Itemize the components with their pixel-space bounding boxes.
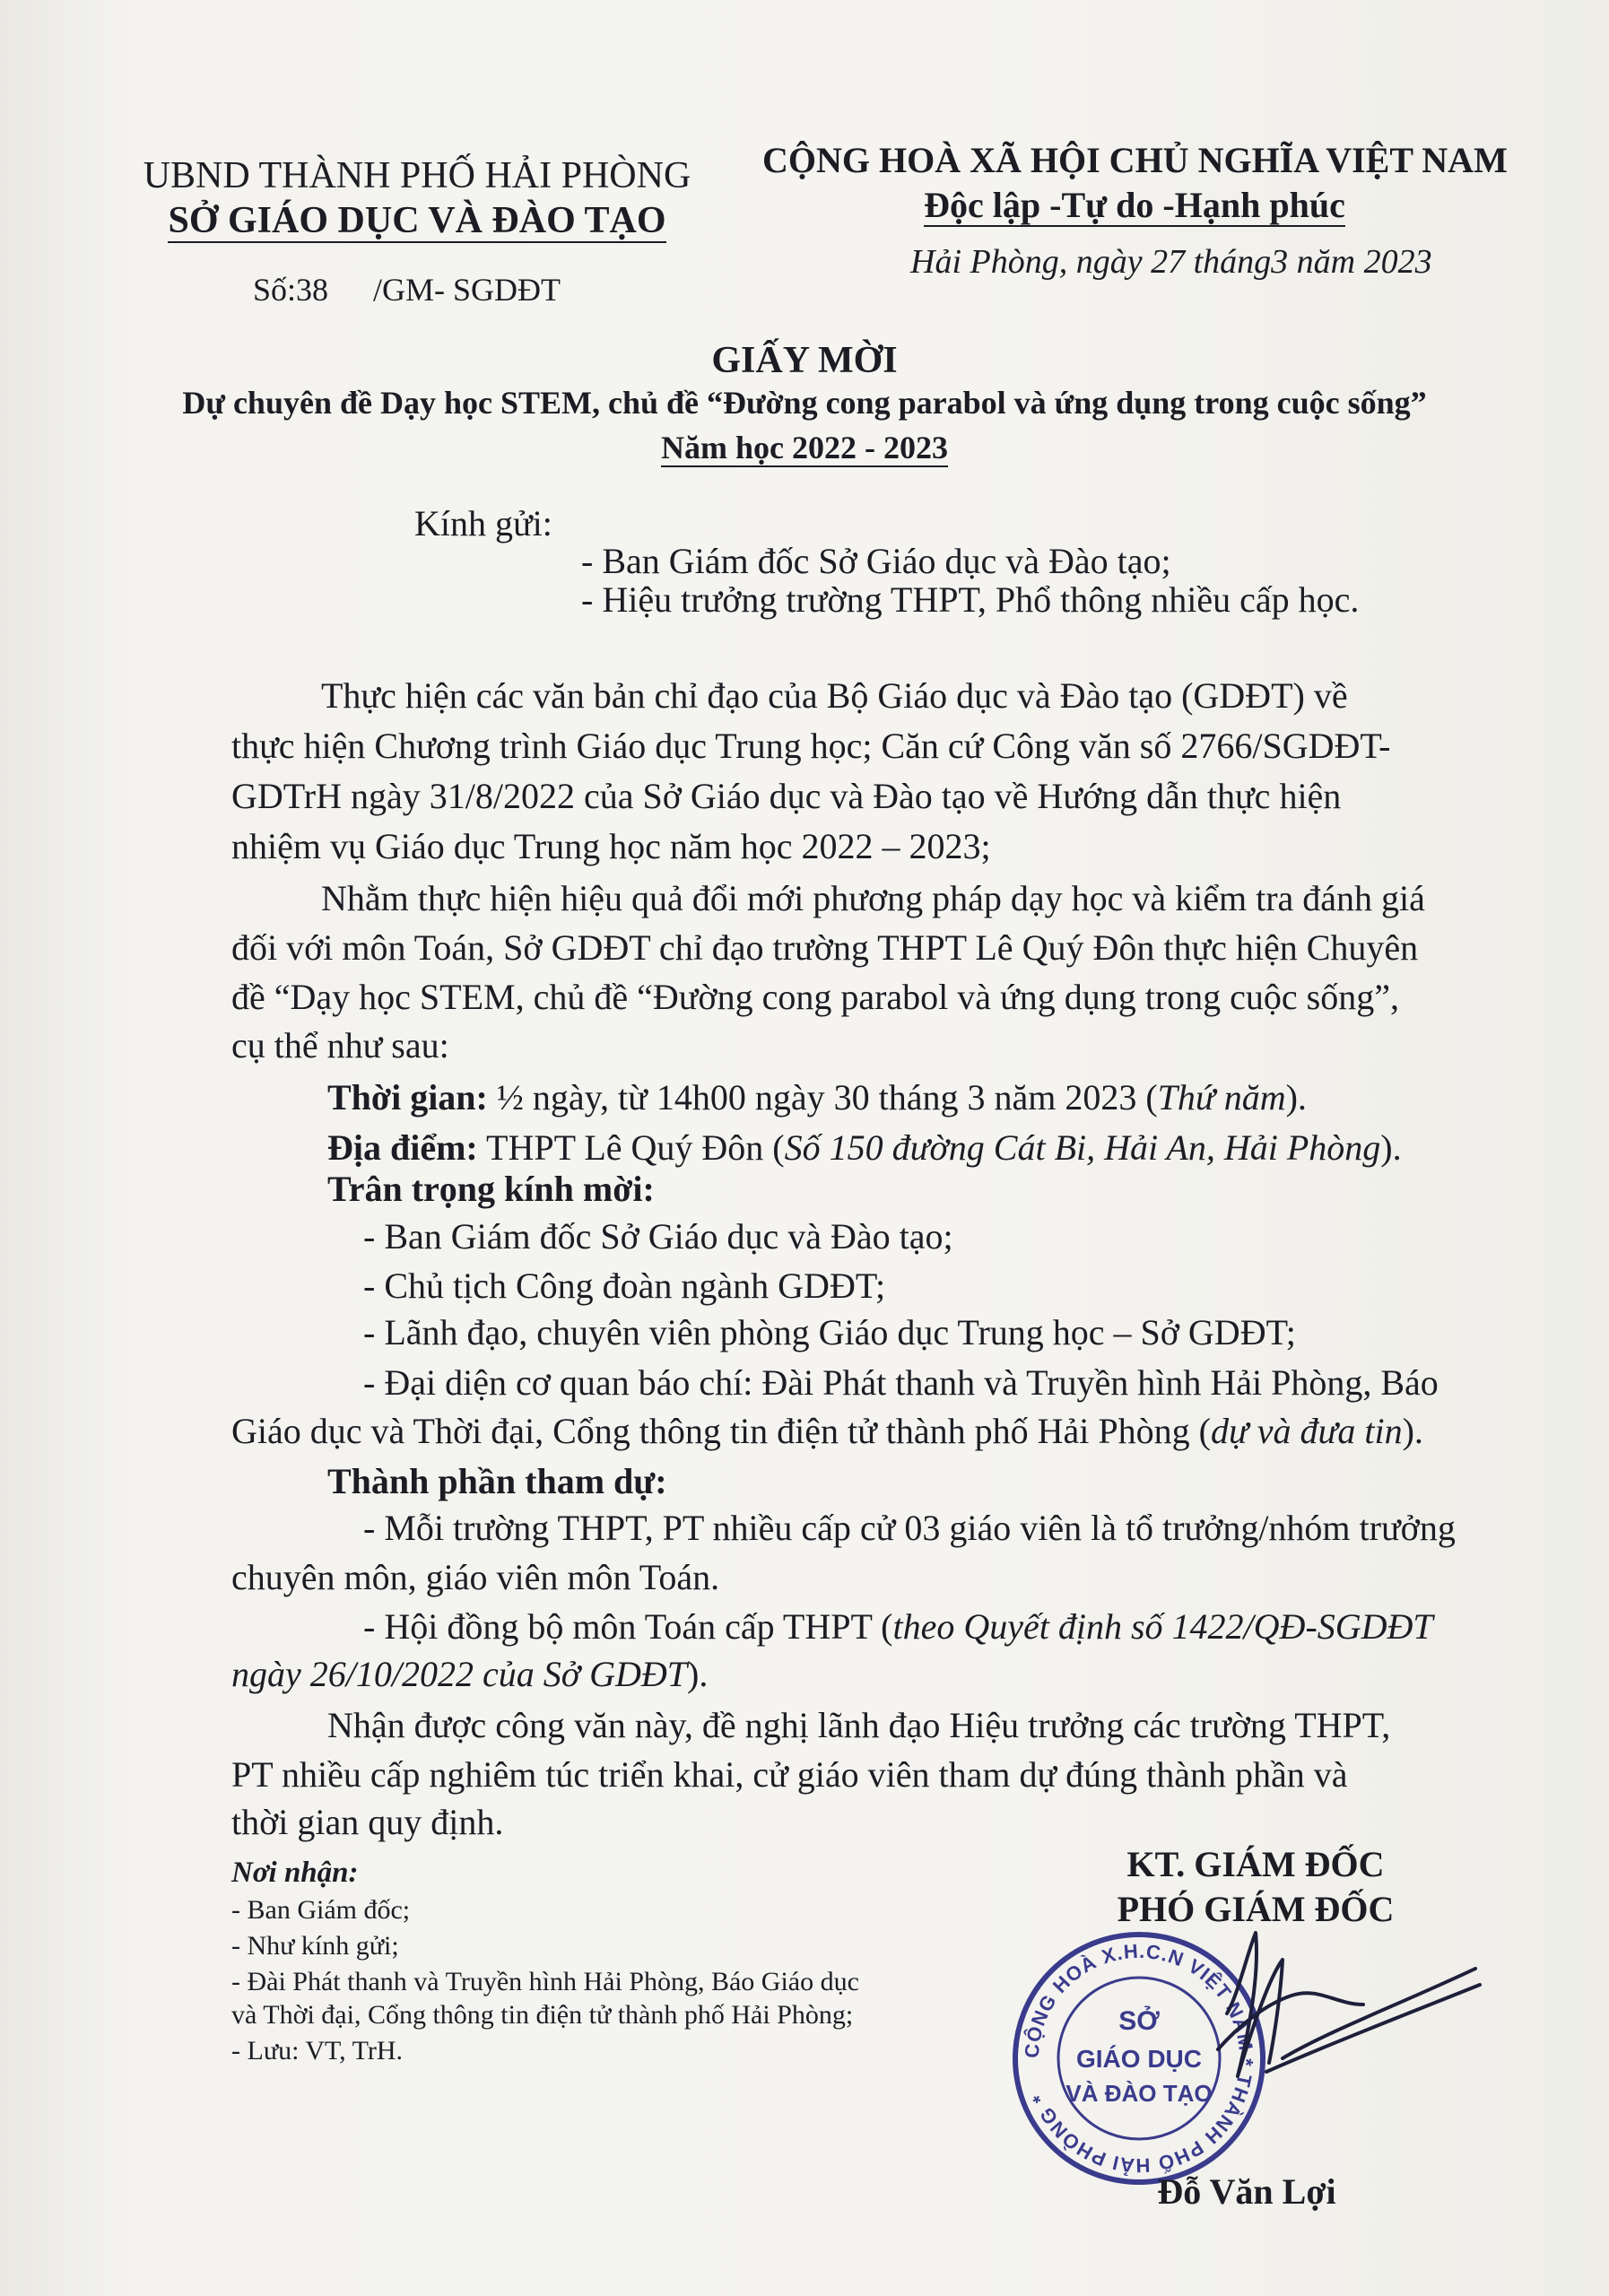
attendee-2-line-2	[231, 1653, 708, 1695]
document-subtitle: Dự chuyên đề Dạy học STEM, chủ đề “Đường cong parabol và ứng dụng trong cuộc sống”	[182, 385, 1427, 421]
paragraph-2-line: cụ thể như sau:	[231, 1025, 449, 1065]
invite-item: - Lãnh đạo, chuyên viên phòng Giáo dục Trung học – Sở GDĐT;	[363, 1312, 1296, 1352]
date-place	[910, 242, 1432, 282]
paragraph-2-line: đối với môn Toán, Sở GDĐT chỉ đạo trường THPT Lê Quý Đôn thực hiện Chuyên	[231, 927, 1419, 968]
paragraph-2-line: Nhằm thực hiện hiệu quả đổi mới phương pháp dạy học và kiểm tra đánh giá	[321, 878, 1425, 918]
issuing-department	[135, 199, 700, 242]
paragraph-1-line: thực hiện Chương trình Giáo dục Trung học; Căn cứ Công văn số 2766/SGDĐT-	[231, 726, 1391, 766]
national-motto-text: Độc lập -Tự do -Hạnh phúc	[924, 185, 1345, 225]
seal-center-2: GIÁO DỤC	[1076, 2045, 1202, 2073]
date-month-label: tháng	[1193, 243, 1272, 281]
national-motto	[762, 184, 1507, 226]
issuing-department-text: SỞ GIÁO DỤC VÀ ĐÀO TẠO	[168, 200, 666, 241]
recipient-item: - Hiệu trưởng trường THPT, Phổ thông nhiều cấp học.	[581, 579, 1360, 620]
place-end: ).	[1380, 1127, 1402, 1168]
date-month: 3	[1271, 243, 1289, 281]
time-line	[327, 1076, 1307, 1118]
nation-title: CỘNG HOÀ XÃ HỘI CHỦ NGHĨA VIỆT NAM	[762, 140, 1508, 180]
closing-line: PT nhiều cấp nghiêm túc triển khai, cử giáo viên tham dự đúng thành phần và	[231, 1754, 1348, 1795]
time-label: Thời gian:	[327, 1077, 488, 1118]
place-value: THPT Lê Quý Đôn (	[477, 1127, 785, 1168]
invite-label: Trân trọng kính mời:	[327, 1169, 655, 1209]
attendee-2-line-1	[363, 1605, 1433, 1648]
seal-center-3: VÀ ĐÀO TẠO	[1065, 2080, 1213, 2107]
press-line-2	[231, 1410, 1423, 1452]
time-value: ½ ngày, từ 14h00 ngày 30 tháng 3 năm 2023 (	[487, 1077, 1158, 1118]
date-place-label: Hải Phòng, ngày	[910, 243, 1143, 281]
footer-recipient: và Thời đại, Cổng thông tin điện tử thành phố Hải Phòng;	[231, 2000, 854, 2030]
attendee-1-line-2: chuyên môn, giáo viên môn Toán.	[231, 1557, 720, 1597]
attendee-2-italic: theo Quyết định số 1422/QĐ-SGDĐT	[892, 1606, 1433, 1647]
footer-recipient: - Ban Giám đốc;	[231, 1895, 411, 1925]
press-end: ).	[1402, 1411, 1423, 1451]
invite-item: - Ban Giám đốc Sở Giáo dục và Đào tạo;	[363, 1216, 953, 1257]
number-label: Số:	[253, 272, 297, 308]
paragraph-2-line: đề “Dạy học STEM, chủ đề “Đường cong parabol và ứng dụng trong cuộc sống”,	[231, 977, 1399, 1017]
recipients-label: Kính gửi:	[414, 503, 552, 544]
attendee-2-text: - Hội đồng bộ môn Toán cấp THPT (	[363, 1606, 893, 1647]
handwritten-signature-icon	[1112, 1870, 1489, 2103]
attendee-2-end: ).	[687, 1654, 709, 1694]
time-day: Thứ năm	[1157, 1077, 1286, 1118]
attendee-2-italic-2: ngày 26/10/2022 của Sở GDĐT	[231, 1654, 687, 1694]
attendees-label: Thành phần tham dự:	[327, 1461, 667, 1501]
seal-ring-text: CỘNG HOÀ X.H.C.N VIỆT NAM * THÀNH PHỐ HẢI PHÒNG *	[1020, 1939, 1258, 2178]
signer-name: Đỗ Văn Lợi	[1157, 2171, 1336, 2212]
school-year	[0, 429, 1609, 466]
attendee-1-line-1: - Mỗi trường THPT, PT nhiều cấp cử 03 giáo viên là tổ trưởng/nhóm trưởng	[363, 1508, 1456, 1548]
press-line-1: - Đại diện cơ quan báo chí: Đài Phát thanh và Truyền hình Hải Phòng, Báo	[363, 1362, 1439, 1403]
school-year-text: Năm học 2022 - 2023	[661, 430, 948, 465]
recipients-footer-label: Nơi nhận:	[231, 1857, 359, 1889]
seal-center-1: SỞ	[1118, 2006, 1160, 2036]
closing-line: thời gian quy định.	[231, 1802, 504, 1842]
footer-recipient: - Đài Phát thanh và Truyền hình Hải Phòng, Báo Giáo dục	[231, 1967, 859, 1996]
document-number	[253, 271, 561, 309]
footer-recipient: - Lưu: VT, TrH.	[231, 2036, 404, 2066]
place-line	[327, 1126, 1402, 1169]
recipient-item: - Ban Giám đốc Sở Giáo dục và Đào tạo;	[581, 541, 1171, 581]
footer-recipient: - Như kính gửi;	[231, 1931, 399, 1961]
closing-line: Nhận được công văn này, đề nghị lãnh đạo Hiệu trưởng các trường THPT,	[327, 1705, 1391, 1745]
number-value: 38	[296, 272, 329, 308]
date-year: năm 2023	[1296, 243, 1432, 281]
invite-item: - Chủ tịch Công đoàn ngành GDĐT;	[363, 1265, 886, 1306]
press-text: Giáo dục và Thời đại, Cổng thông tin điện tử thành phố Hải Phòng (	[231, 1411, 1211, 1451]
paragraph-1-line: nhiệm vụ Giáo dục Trung học năm học 2022 – 2023;	[231, 826, 991, 866]
place-address: Số 150 đường Cát Bi, Hải An, Hải Phòng	[784, 1127, 1381, 1168]
issuing-authority: UBND THÀNH PHỐ HẢI PHÒNG	[143, 155, 691, 196]
paragraph-1-line: GDTrH ngày 31/8/2022 của Sở Giáo dục và Đào tạo về Hướng dẫn thực hiện	[231, 776, 1342, 816]
signature-role-2: PHÓ GIÁM ĐỐC	[1117, 1889, 1395, 1929]
place-label: Địa điểm:	[327, 1127, 478, 1168]
press-italic: dự và đưa tin	[1210, 1411, 1403, 1451]
number-suffix: /GM- SGDĐT	[373, 272, 561, 308]
paragraph-1-line: Thực hiện các văn bản chỉ đạo của Bộ Giáo dục và Đào tạo (GDĐT) về	[321, 675, 1348, 716]
time-end: ).	[1285, 1077, 1307, 1118]
signature-role-1: KT. GIÁM ĐỐC	[1126, 1844, 1385, 1884]
date-day: 27	[1151, 243, 1186, 281]
document-title: GIẤY MỜI	[711, 340, 898, 381]
